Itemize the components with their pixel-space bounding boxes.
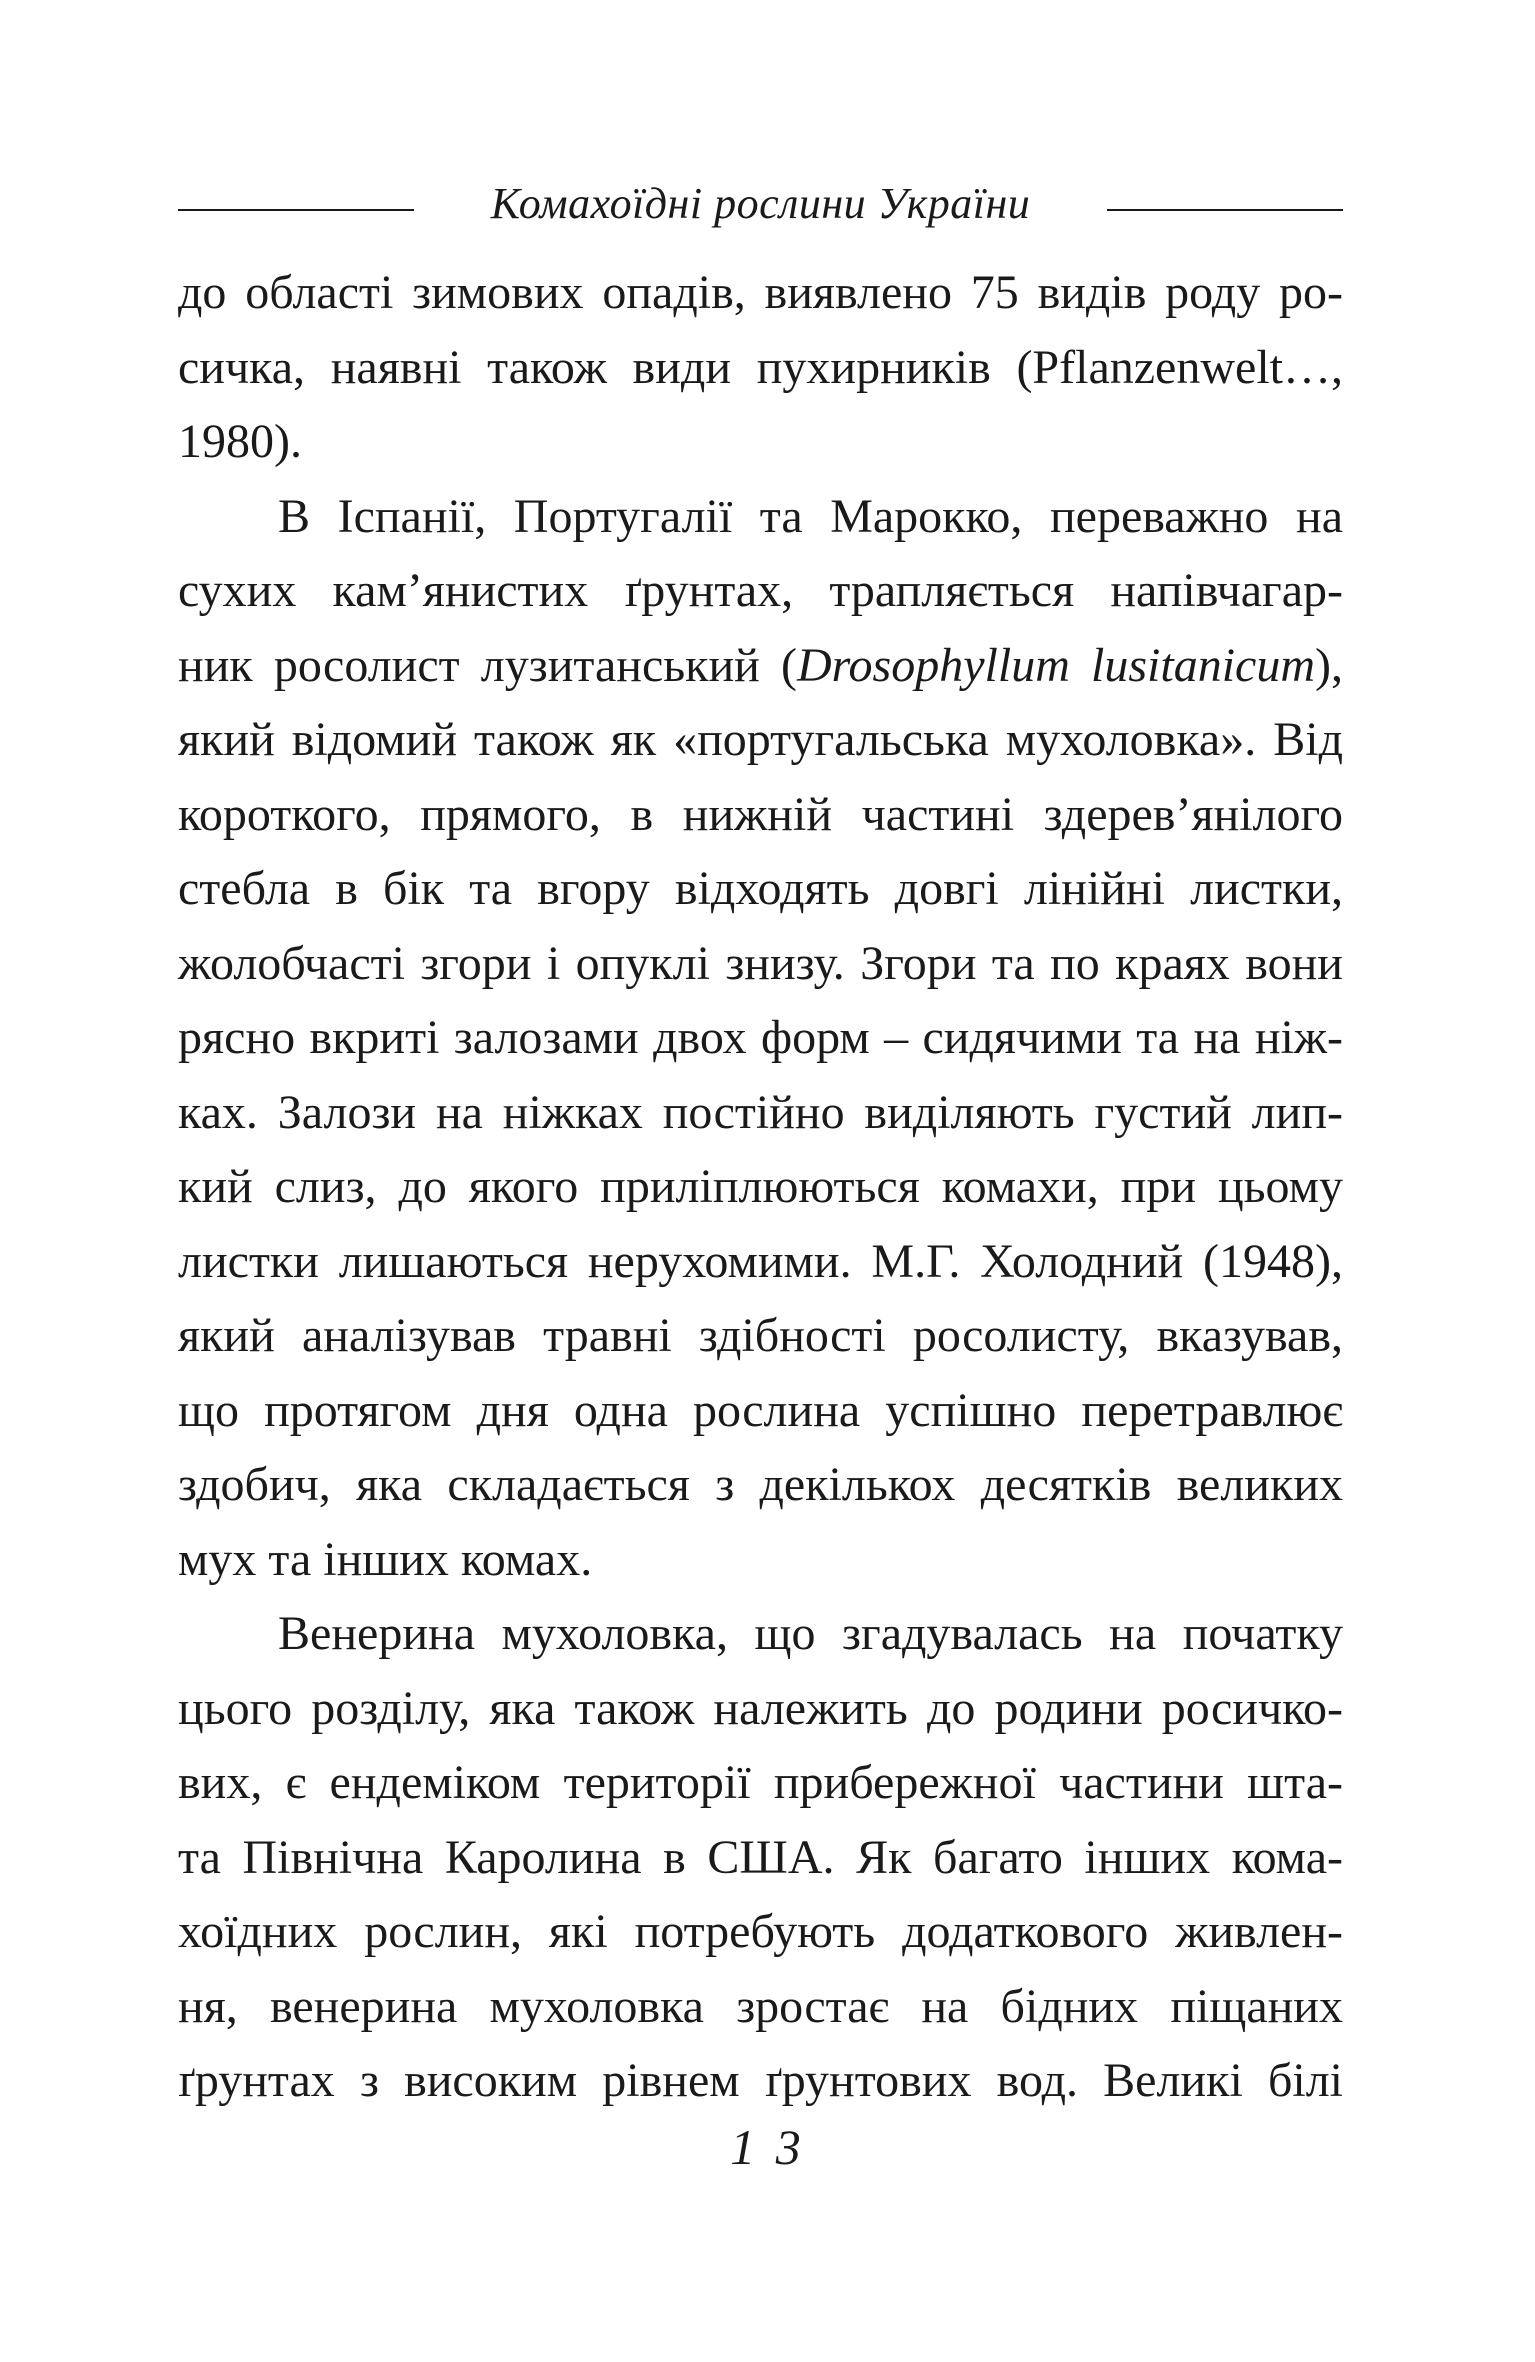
body-text	[178, 256, 1343, 2119]
text-line: мух та інших комах.	[178, 1532, 593, 1586]
text-line: хоїдних рослин, які потребують додаткового живлен-	[178, 1905, 1343, 1958]
latin-species-name: Drosophyllum lusitanicum	[796, 638, 1316, 692]
text-line: сичка, наявні також види пухирників (Pflanzenwelt…,	[178, 340, 1343, 394]
text-line: жолобчасті згори і опуклі знизу. Згори та по краях вони	[178, 936, 1343, 990]
header-rule-left	[178, 209, 414, 211]
text-line: кий слиз, до якого приліплюються комахи, при цьому	[178, 1160, 1343, 1213]
running-head	[178, 168, 1343, 238]
text-line: рясно вкриті залозами двох форм – сидячими та на ніж-	[178, 1011, 1343, 1064]
text-line: здобич, яка складається з декількох десятків великих	[178, 1458, 1343, 1511]
text-line: сухих кам’янистих ґрунтах, трапляється напівчагар-	[178, 564, 1343, 617]
text-line: короткого, прямого, в нижній частині здерев’янілого	[178, 787, 1343, 841]
page-number: 1 3	[730, 2119, 805, 2175]
text-line: до області зимових опадів, виявлено 75 видів роду ро-	[178, 266, 1343, 319]
running-head-title: Комахоїдні рослини України	[490, 178, 1031, 228]
text-line: листки лишаються нерухомими. М.Г. Холодний (1948),	[178, 1234, 1343, 1288]
text-line: вих, є ендеміком території прибережної частини шта-	[178, 1756, 1343, 1809]
text-line: та Північна Каролина в США. Як багато інших кома-	[178, 1830, 1343, 1884]
text-line: який відомий також як «португальська мухоловка». Від	[178, 713, 1343, 766]
text-line: що протягом дня одна рослина успішно перетравлює	[178, 1383, 1343, 1437]
text-line: 1980).	[178, 415, 302, 468]
text-line: ґрунтах з високим рівнем ґрунтових вод. Великі білі	[178, 2054, 1343, 2107]
text-segment: ),	[1315, 638, 1343, 692]
text-line: ня, венерина мухоловка зростає на бідних піщаних	[178, 1979, 1343, 2033]
text-segment: ник росолист лузитанський (	[178, 638, 797, 692]
text-line: ках. Залози на ніжках постійно виділяють густий лип-	[178, 1085, 1343, 1139]
text-line: який аналізував травні здібності росолисту, вказував,	[178, 1309, 1343, 1362]
text-line: В Іспанії, Португалії та Марокко, переважно на	[278, 489, 1343, 543]
text-line-with-latin-name	[178, 629, 1343, 704]
text-line: цього розділу, яка також належить до родини росичко-	[178, 1681, 1343, 1735]
text-line: стебла в бік та вгору відходять довгі лінійні листки,	[178, 862, 1343, 915]
header-rule-right	[1107, 209, 1343, 211]
text-line: Венерина мухоловка, що згадувалась на початку	[278, 1607, 1343, 1660]
